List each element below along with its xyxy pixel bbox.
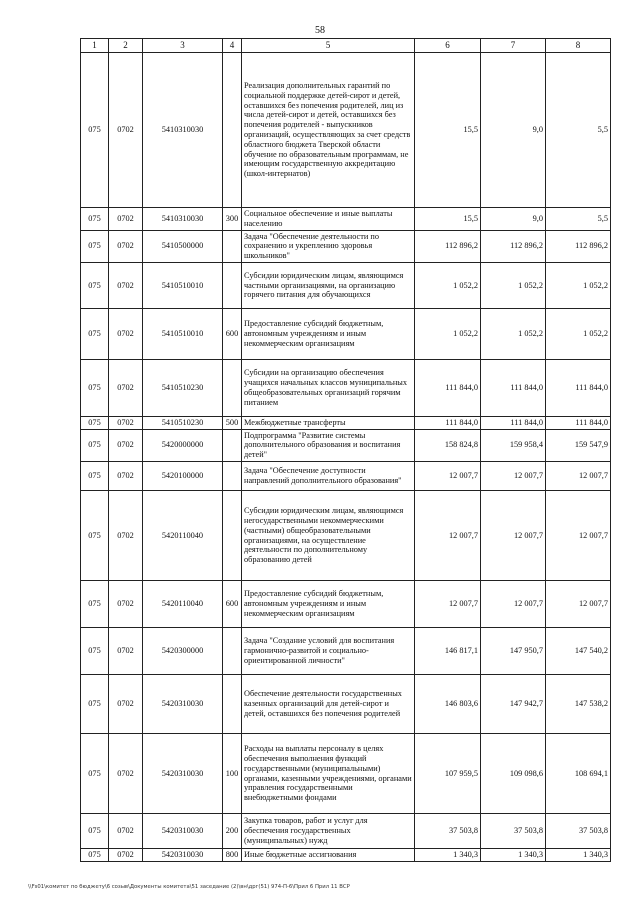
item-description: Задача "Обеспечение доступности направлений дополнительного образования" — [242, 462, 415, 491]
expense-type — [223, 675, 242, 734]
amount-year-3: 108 694,1 — [546, 734, 611, 814]
expense-type: 800 — [223, 849, 242, 862]
amount-year-2: 147 942,7 — [481, 675, 546, 734]
amount-year-2: 1 052,2 — [481, 262, 546, 308]
grgbs-code: 075 — [81, 814, 109, 849]
amount-year-3: 5,5 — [546, 53, 611, 208]
column-header: 6 — [415, 39, 481, 53]
amount-year-3: 5,5 — [546, 208, 611, 231]
column-header: 2 — [109, 39, 143, 53]
section-code: 0702 — [109, 675, 143, 734]
amount-year-3: 12 007,7 — [546, 491, 611, 581]
amount-year-2: 9,0 — [481, 208, 546, 231]
item-description: Иные бюджетные ассигнования — [242, 849, 415, 862]
amount-year-3: 37 503,8 — [546, 814, 611, 849]
target-article: 5410510010 — [143, 262, 223, 308]
section-code: 0702 — [109, 462, 143, 491]
amount-year-3: 12 007,7 — [546, 581, 611, 628]
amount-year-2: 12 007,7 — [481, 462, 546, 491]
item-description: Задача "Обеспечение деятельности по сохранению и укреплению здоровья школьников" — [242, 230, 415, 262]
target-article: 5420310030 — [143, 814, 223, 849]
expense-type — [223, 359, 242, 416]
column-header: 7 — [481, 39, 546, 53]
expense-type: 300 — [223, 208, 242, 231]
section-code: 0702 — [109, 734, 143, 814]
section-code: 0702 — [109, 230, 143, 262]
header-row — [81, 39, 611, 53]
column-header: 4 — [223, 39, 242, 53]
item-description: Предоставление субсидий бюджетным, автономным учреждениям и иным некоммерческим организациям — [242, 308, 415, 359]
target-article: 5420100000 — [143, 462, 223, 491]
amount-year-3: 147 540,2 — [546, 628, 611, 675]
grgbs-code: 075 — [81, 628, 109, 675]
expense-type: 100 — [223, 734, 242, 814]
amount-year-1: 12 007,7 — [415, 462, 481, 491]
amount-year-3: 1 340,3 — [546, 849, 611, 862]
grgbs-code: 075 — [81, 429, 109, 461]
item-description: Расходы на выплаты персоналу в целях обеспечения выполнения функций государственными (муниципальными) органами, казенными учреждениями, органами управления государственными внебюджетными фондами — [242, 734, 415, 814]
amount-year-2: 37 503,8 — [481, 814, 546, 849]
table-row — [81, 429, 611, 461]
amount-year-1: 146 803,6 — [415, 675, 481, 734]
amount-year-2: 12 007,7 — [481, 581, 546, 628]
expense-type — [223, 462, 242, 491]
budget-table — [80, 38, 611, 862]
target-article: 5420310030 — [143, 849, 223, 862]
column-header: 1 — [81, 39, 109, 53]
column-header: 5 — [242, 39, 415, 53]
item-description: Закупка товаров, работ и услуг для обеспечения государственных (муниципальных) нужд — [242, 814, 415, 849]
grgbs-code: 075 — [81, 53, 109, 208]
target-article: 5410510230 — [143, 416, 223, 429]
amount-year-3: 12 007,7 — [546, 462, 611, 491]
grgbs-code: 075 — [81, 230, 109, 262]
section-code: 0702 — [109, 208, 143, 231]
amount-year-1: 112 896,2 — [415, 230, 481, 262]
item-description: Субсидии на организацию обеспечения учащихся начальных классов муниципальных общеобразовательных организаций горячим питанием — [242, 359, 415, 416]
item-description: Социальное обеспечение и иные выплаты населению — [242, 208, 415, 231]
amount-year-2: 12 007,7 — [481, 491, 546, 581]
amount-year-3: 1 052,2 — [546, 262, 611, 308]
amount-year-3: 1 052,2 — [546, 308, 611, 359]
grgbs-code: 075 — [81, 849, 109, 862]
amount-year-1: 111 844,0 — [415, 416, 481, 429]
amount-year-3: 111 844,0 — [546, 359, 611, 416]
expense-type: 600 — [223, 581, 242, 628]
target-article: 5420110040 — [143, 581, 223, 628]
amount-year-3: 159 547,9 — [546, 429, 611, 461]
grgbs-code: 075 — [81, 734, 109, 814]
table-row — [81, 208, 611, 231]
item-description: Субсидии юридическим лицам, являющимся частными организациями, на организацию горячего питания для обучающихся — [242, 262, 415, 308]
table-row — [81, 308, 611, 359]
amount-year-1: 158 824,8 — [415, 429, 481, 461]
amount-year-3: 147 538,2 — [546, 675, 611, 734]
item-description: Обеспечение деятельности государственных казенных организаций для детей-сирот и детей, оставшихся без попечения родителей — [242, 675, 415, 734]
grgbs-code: 075 — [81, 308, 109, 359]
target-article: 5420300000 — [143, 628, 223, 675]
amount-year-1: 107 959,5 — [415, 734, 481, 814]
table-row — [81, 675, 611, 734]
grgbs-code: 075 — [81, 416, 109, 429]
table-row — [81, 462, 611, 491]
item-description: Межбюджетные трансферты — [242, 416, 415, 429]
target-article: 5420110040 — [143, 491, 223, 581]
grgbs-code: 075 — [81, 675, 109, 734]
section-code: 0702 — [109, 491, 143, 581]
table-row — [81, 849, 611, 862]
target-article: 5410310030 — [143, 53, 223, 208]
section-code: 0702 — [109, 581, 143, 628]
item-description: Реализация дополнительных гарантий по социальной поддержке детей-сирот и детей, оставшихся без попечения родителей, лиц из числа детей-сирот и детей, оставшихся без попечения родителей - выпускников организаций, осуществляющих за счет средств областного бюджета Тверской области обучение по образовательным программам, не имеющим государственную аккредитацию (школ-интернатов) — [242, 53, 415, 208]
amount-year-1: 15,5 — [415, 53, 481, 208]
amount-year-2: 9,0 — [481, 53, 546, 208]
target-article: 5420310030 — [143, 675, 223, 734]
grgbs-code: 075 — [81, 262, 109, 308]
section-code: 0702 — [109, 849, 143, 862]
section-code: 0702 — [109, 814, 143, 849]
target-article: 5410510010 — [143, 308, 223, 359]
amount-year-1: 1 340,3 — [415, 849, 481, 862]
file-path-footer: \\Fs01\комитет по бюджету\6 созыв\Документы комитета\51 заседание (2)\вн\дрг(51) 974-П-6\Прил 6 Прил 11 ВСР — [28, 884, 350, 890]
table-row — [81, 491, 611, 581]
expense-type — [223, 429, 242, 461]
grgbs-code: 075 — [81, 208, 109, 231]
table-row — [81, 628, 611, 675]
section-code: 0702 — [109, 359, 143, 416]
section-code: 0702 — [109, 262, 143, 308]
expense-type — [223, 53, 242, 208]
table-row — [81, 230, 611, 262]
table-row — [81, 734, 611, 814]
expense-type — [223, 491, 242, 581]
item-description: Подпрограмма "Развитие системы дополнительного образования и воспитания детей" — [242, 429, 415, 461]
amount-year-2: 159 958,4 — [481, 429, 546, 461]
amount-year-2: 1 340,3 — [481, 849, 546, 862]
amount-year-3: 112 896,2 — [546, 230, 611, 262]
table-row — [81, 814, 611, 849]
table-row — [81, 359, 611, 416]
item-description: Субсидии юридическим лицам, являющимся негосударственными некоммерческими (частными) общеобразовательными организациями, на осуществление деятельности по дополнительному образованию детей — [242, 491, 415, 581]
target-article: 5410310030 — [143, 208, 223, 231]
amount-year-1: 12 007,7 — [415, 581, 481, 628]
section-code: 0702 — [109, 628, 143, 675]
column-header: 8 — [546, 39, 611, 53]
amount-year-2: 112 896,2 — [481, 230, 546, 262]
amount-year-2: 1 052,2 — [481, 308, 546, 359]
expense-type — [223, 230, 242, 262]
table-row — [81, 53, 611, 208]
section-code: 0702 — [109, 53, 143, 208]
table-row — [81, 581, 611, 628]
expense-type — [223, 262, 242, 308]
section-code: 0702 — [109, 416, 143, 429]
expense-type — [223, 628, 242, 675]
grgbs-code: 075 — [81, 491, 109, 581]
amount-year-1: 37 503,8 — [415, 814, 481, 849]
amount-year-2: 111 844,0 — [481, 359, 546, 416]
grgbs-code: 075 — [81, 581, 109, 628]
amount-year-1: 1 052,2 — [415, 262, 481, 308]
section-code: 0702 — [109, 429, 143, 461]
amount-year-1: 1 052,2 — [415, 308, 481, 359]
item-description: Задача "Создание условий для воспитания гармонично-развитой и социально-ориентированной личности" — [242, 628, 415, 675]
target-article: 5420310030 — [143, 734, 223, 814]
target-article: 5420000000 — [143, 429, 223, 461]
grgbs-code: 075 — [81, 462, 109, 491]
target-article: 5410500000 — [143, 230, 223, 262]
amount-year-2: 111 844,0 — [481, 416, 546, 429]
table-row — [81, 262, 611, 308]
amount-year-2: 109 098,6 — [481, 734, 546, 814]
page-number: 58 — [315, 25, 325, 36]
item-description: Предоставление субсидий бюджетным, автономным учреждениям и иным некоммерческим организациям — [242, 581, 415, 628]
expense-type: 500 — [223, 416, 242, 429]
amount-year-1: 111 844,0 — [415, 359, 481, 416]
table-row — [81, 416, 611, 429]
target-article: 5410510230 — [143, 359, 223, 416]
amount-year-1: 15,5 — [415, 208, 481, 231]
column-header: 3 — [143, 39, 223, 53]
grgbs-code: 075 — [81, 359, 109, 416]
section-code: 0702 — [109, 308, 143, 359]
amount-year-2: 147 950,7 — [481, 628, 546, 675]
amount-year-1: 146 817,1 — [415, 628, 481, 675]
expense-type: 200 — [223, 814, 242, 849]
expense-type: 600 — [223, 308, 242, 359]
amount-year-3: 111 844,0 — [546, 416, 611, 429]
amount-year-1: 12 007,7 — [415, 491, 481, 581]
